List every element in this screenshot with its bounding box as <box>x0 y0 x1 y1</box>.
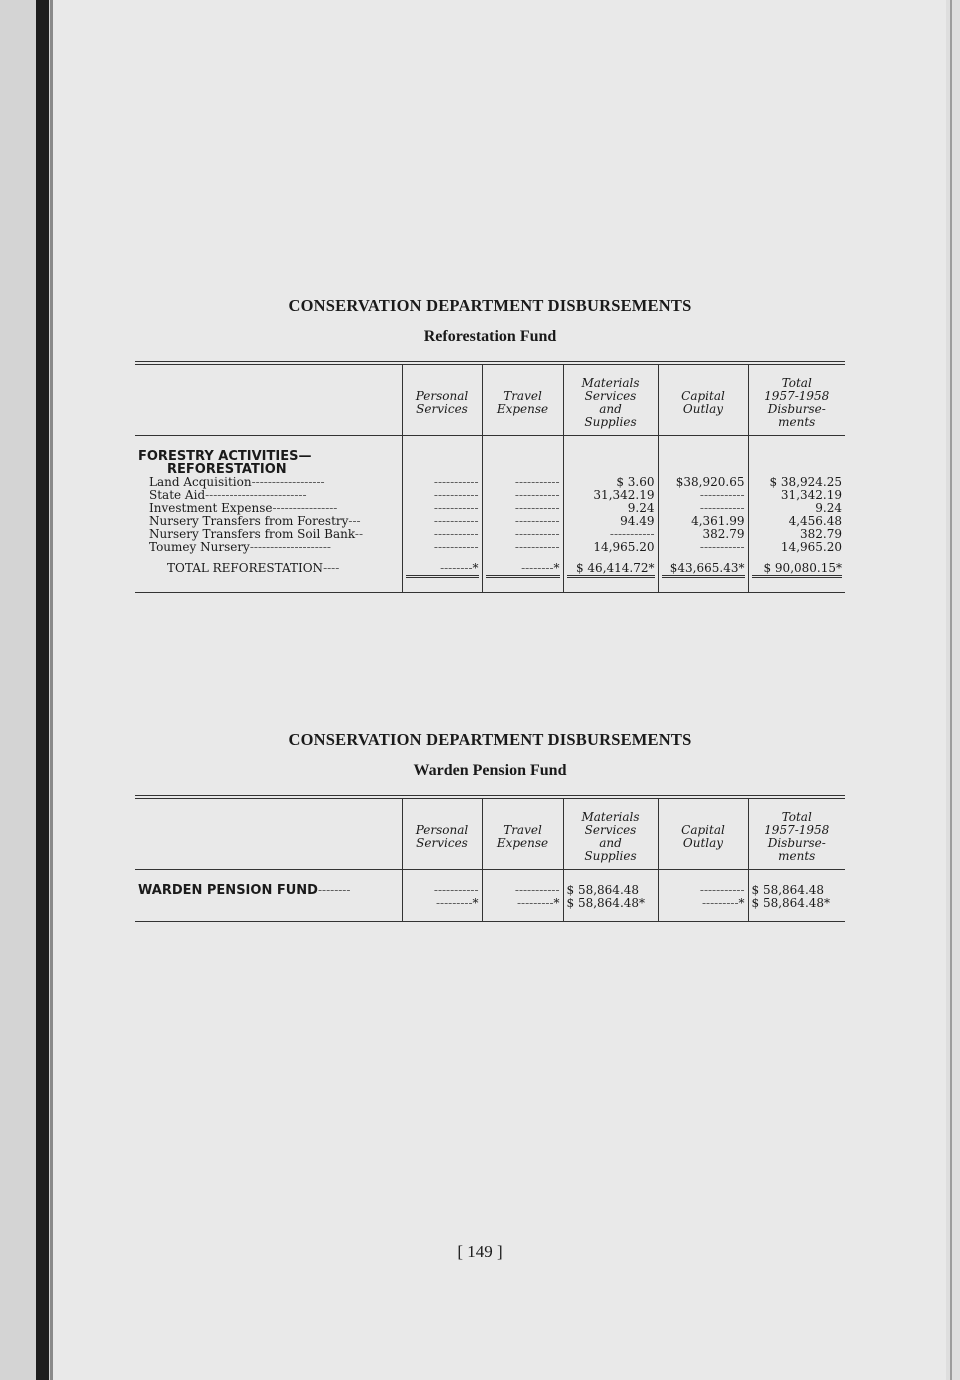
warden-pension-label: WARDEN PENSION FUND <box>138 883 318 898</box>
total-total: $ 90,080.15* <box>752 562 843 578</box>
header-total: Total 1957-1958 Disburse- ments <box>748 363 845 436</box>
reforestation-table <box>135 361 845 593</box>
row-label: Nursery Transfers from Soil Bank <box>149 527 355 541</box>
cell-travel: ----------- <box>482 528 563 541</box>
cell-capital: ----------- <box>658 541 748 554</box>
header-total: Total 1957-1958 Disburse- ments <box>748 797 845 870</box>
cell-total: 14,965.20 <box>748 541 845 554</box>
section-title: CONSERVATION DEPARTMENT DISBURSEMENTS <box>288 730 692 749</box>
cell-travel: ----------- <box>482 476 563 489</box>
table-row: Nursery Transfers from Forestry--- ----------- ----------- 94.49 4,361.99 4,456.48 <box>135 515 845 528</box>
table-row: Land Acquisition------------------ ----------- ----------- $ 3.60 $38,920.65 $ 38,924.25 <box>135 476 845 489</box>
cell-materials: 9.24 <box>563 502 658 515</box>
warden-total-travel: * <box>553 896 560 910</box>
cell-materials: 31,342.19 <box>563 489 658 502</box>
row-label: Land Acquisition <box>149 475 252 489</box>
cell-total: $ 38,924.25 <box>748 476 845 489</box>
warden-materials: $ 58,864.48 <box>563 884 658 897</box>
table-row: ---------* ---------* $ 58,864.48* ---------* $ 58,864.48* <box>135 897 845 921</box>
row-label: Toumey Nursery <box>149 540 250 554</box>
total-label: TOTAL REFORESTATION <box>167 561 324 575</box>
cell-materials: ----------- <box>563 528 658 541</box>
header-materials: Materials Services and Supplies <box>563 363 658 436</box>
warden-total-total: $ 58,864.48* <box>748 897 845 921</box>
header-description <box>135 363 402 436</box>
cell-personal: ----------- <box>402 502 482 515</box>
table-row: WARDEN PENSION FUND-------- ----------- ----------- $ 58,864.48 ----------- $ 58,864.48 <box>135 884 845 897</box>
cell-total: 31,342.19 <box>748 489 845 502</box>
cell-personal: ----------- <box>402 515 482 528</box>
header-travel-expense: Travel Expense <box>482 363 563 436</box>
section-subtitle: Reforestation Fund <box>423 328 557 345</box>
warden-total-personal: * <box>472 896 479 910</box>
cell-capital: 4,361.99 <box>658 515 748 528</box>
row-label: Nursery Transfers from Forestry <box>149 514 349 528</box>
cell-capital: $38,920.65 <box>658 476 748 489</box>
section-subtitle: Warden Pension Fund <box>413 762 567 779</box>
cell-personal: ----------- <box>402 489 482 502</box>
total-personal: * <box>472 561 479 575</box>
row-label: Investment Expense <box>149 501 273 515</box>
table-header-row <box>135 797 845 870</box>
header-travel-expense: Travel Expense <box>482 797 563 870</box>
table-row: Investment Expense---------------- ----------- ----------- 9.24 ----------- 9.24 <box>135 502 845 515</box>
header-materials: Materials Services and Supplies <box>563 797 658 870</box>
warden-pension-section <box>135 730 845 922</box>
total-materials: $ 46,414.72* <box>567 562 655 578</box>
warden-pension-table <box>135 795 845 922</box>
header-capital-outlay: Capital Outlay <box>658 797 748 870</box>
group-heading: FORESTRY ACTIVITIES— <box>138 449 312 464</box>
cell-total: 382.79 <box>748 528 845 541</box>
total-travel: * <box>553 561 560 575</box>
cell-travel: ----------- <box>482 541 563 554</box>
header-capital-outlay: Capital Outlay <box>658 363 748 436</box>
cell-capital: 382.79 <box>658 528 748 541</box>
cell-personal: ----------- <box>402 541 482 554</box>
cell-total: 9.24 <box>748 502 845 515</box>
table-row: State Aid------------------------- ----------- ----------- 31,342.19 ----------- 31,342.19 <box>135 489 845 502</box>
page-number: [ 149 ] <box>457 1242 503 1261</box>
page-edge <box>946 0 960 1380</box>
table-row: Toumey Nursery-------------------- ----------- ----------- 14,965.20 ----------- 14,965.20 <box>135 541 845 554</box>
cell-personal: ----------- <box>402 476 482 489</box>
reforestation-section <box>135 296 845 593</box>
header-description <box>135 797 402 870</box>
group-subheading: REFORESTATION <box>167 462 287 477</box>
cell-travel: ----------- <box>482 502 563 515</box>
cell-travel: ----------- <box>482 489 563 502</box>
table-header-row <box>135 363 845 436</box>
cell-capital: ----------- <box>658 489 748 502</box>
book-binding <box>0 0 52 1380</box>
warden-total-capital: * <box>738 896 745 910</box>
header-personal-services: Personal Services <box>402 797 482 870</box>
cell-materials: $ 3.60 <box>563 476 658 489</box>
cell-capital: ----------- <box>658 502 748 515</box>
cell-travel: ----------- <box>482 515 563 528</box>
cell-materials: 14,965.20 <box>563 541 658 554</box>
cell-materials: 94.49 <box>563 515 658 528</box>
section-title: CONSERVATION DEPARTMENT DISBURSEMENTS <box>288 296 692 315</box>
table-row: Nursery Transfers from Soil Bank-- ----------- ----------- ----------- 382.79 382.79 <box>135 528 845 541</box>
row-label: State Aid <box>149 488 206 502</box>
total-capital: $43,665.43* <box>662 562 745 578</box>
warden-total: $ 58,864.48 <box>748 884 845 897</box>
total-reforestation-row: TOTAL REFORESTATION---- --------* --------* $ 46,414.72* $43,665.43* $ 90,080.15* <box>135 554 845 593</box>
cell-personal: ----------- <box>402 528 482 541</box>
cell-total: 4,456.48 <box>748 515 845 528</box>
header-personal-services: Personal Services <box>402 363 482 436</box>
warden-total-materials: $ 58,864.48* <box>563 897 658 921</box>
